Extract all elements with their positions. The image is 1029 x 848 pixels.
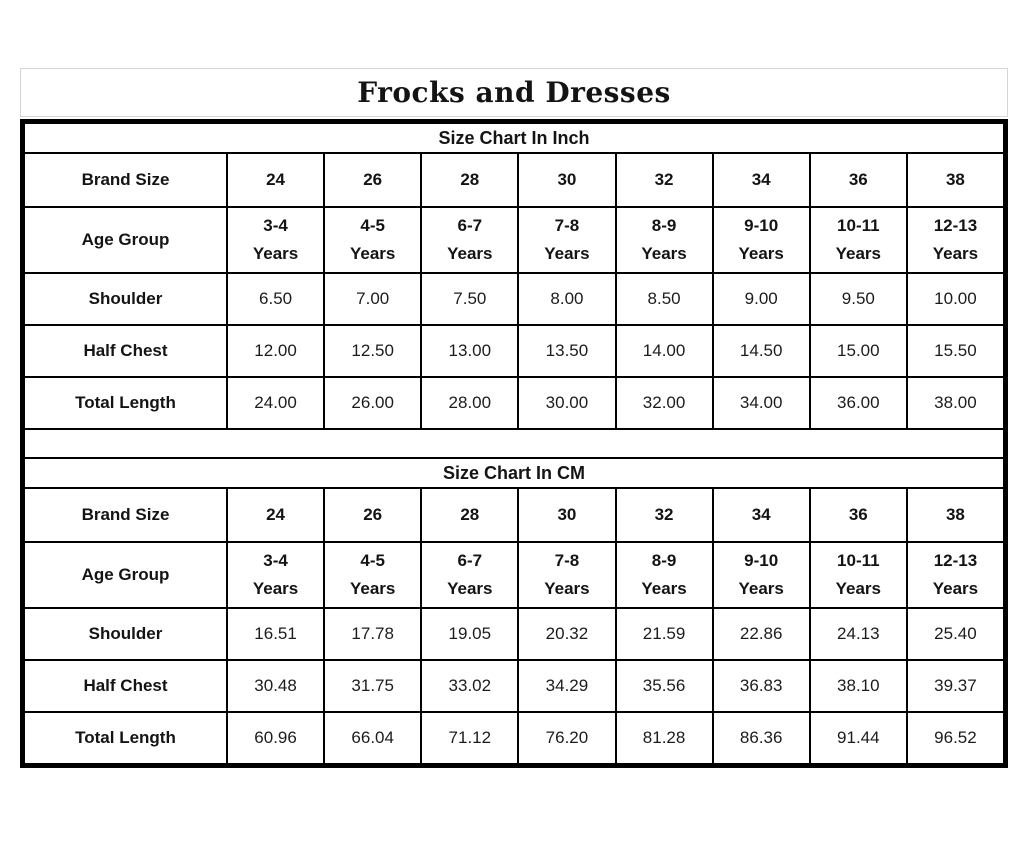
measurement-cell: 38.00 [934, 392, 977, 412]
measurement-cell: 9.50 [811, 274, 908, 324]
age-range: 10-11 [837, 216, 880, 235]
measurement-cell: 38.10 [811, 661, 908, 711]
measurement-cell: 16.51 [228, 609, 325, 659]
brand-size-cell: 38 [945, 504, 965, 524]
age-range: 9-10 [744, 216, 779, 235]
row-label-brand-size: Brand Size [25, 489, 228, 541]
measurement-cell: 91.44 [811, 713, 908, 763]
page-title-box [20, 68, 1008, 117]
age-group-cell [811, 543, 908, 607]
age-unit: Years [252, 244, 299, 263]
age-range: 6-7 [457, 551, 483, 570]
age-range: 9-10 [744, 551, 779, 570]
brand-size-cell: 26 [325, 489, 422, 541]
measurement-cell: 12.00 [228, 326, 325, 376]
brand-size-cell: 28 [422, 489, 519, 541]
measurement-cell: 30.00 [519, 378, 616, 428]
age-range: 3-4 [263, 216, 288, 235]
size-chart-table [20, 119, 1008, 768]
measurement-cell: 24.13 [811, 609, 908, 659]
row-label-half-chest: Half Chest [25, 661, 228, 711]
measurement-cell: 25.40 [934, 623, 977, 643]
section-header-cm-label: Size Chart In CM [442, 462, 585, 483]
brand-size-cell: 24 [228, 154, 325, 206]
age-unit: Years [641, 244, 687, 263]
age-group-row-cm [25, 543, 1003, 609]
brand-size-cell: 38 [945, 169, 965, 189]
age-unit: Years [835, 579, 881, 598]
page-title: Frocks and Dresses [357, 76, 671, 109]
measurement-cell: 13.00 [422, 326, 519, 376]
row-label-total-length: Total Length [25, 713, 228, 763]
age-unit: Years [544, 244, 590, 263]
table-gap-row [25, 430, 1003, 459]
age-group-cell [617, 208, 714, 272]
row-label-total-length: Total Length [25, 378, 228, 428]
age-group-cell [519, 208, 616, 272]
brand-size-cell: 24 [228, 489, 325, 541]
measurement-cell: 36.83 [714, 661, 811, 711]
row-label-age-group: Age Group [25, 208, 228, 272]
section-header-cm [25, 459, 1003, 489]
brand-size-cell: 32 [617, 489, 714, 541]
half-chest-row-cm [25, 661, 1003, 713]
brand-size-cell: 30 [519, 154, 616, 206]
measurement-cell: 81.28 [617, 713, 714, 763]
age-group-cell [325, 543, 422, 607]
measurement-cell: 17.78 [325, 609, 422, 659]
section-header-inch-label: Size Chart In Inch [438, 127, 590, 148]
measurement-cell: 15.50 [934, 340, 977, 360]
measurement-cell: 14.00 [617, 326, 714, 376]
age-range: 12-13 [933, 551, 978, 570]
age-unit: Years [349, 244, 396, 263]
measurement-cell: 34.00 [714, 378, 811, 428]
age-range: 10-11 [837, 551, 880, 570]
measurement-cell: 30.48 [228, 661, 325, 711]
measurement-cell: 13.50 [519, 326, 616, 376]
measurement-cell: 86.36 [714, 713, 811, 763]
row-label-shoulder: Shoulder [25, 274, 228, 324]
row-label-shoulder: Shoulder [25, 609, 228, 659]
measurement-cell: 35.56 [617, 661, 714, 711]
age-range: 8-9 [651, 216, 677, 235]
age-unit: Years [544, 579, 590, 598]
measurement-cell: 39.37 [934, 675, 977, 695]
brand-size-cell: 26 [325, 154, 422, 206]
measurement-cell: 31.75 [325, 661, 422, 711]
age-range: 3-4 [263, 551, 288, 570]
measurement-cell: 66.04 [325, 713, 422, 763]
age-range: 7-8 [554, 551, 580, 570]
age-group-cell [422, 208, 519, 272]
brand-size-cell: 34 [714, 489, 811, 541]
age-unit: Years [932, 579, 979, 598]
measurement-cell: 22.86 [714, 609, 811, 659]
age-group-cell [228, 543, 325, 607]
age-group-cell [325, 208, 422, 272]
measurement-cell: 15.00 [811, 326, 908, 376]
measurement-cell: 21.59 [617, 609, 714, 659]
measurement-cell: 8.50 [617, 274, 714, 324]
measurement-cell: 36.00 [811, 378, 908, 428]
measurement-cell: 10.00 [934, 288, 977, 308]
age-group-cell [811, 208, 908, 272]
age-group-cell [714, 208, 811, 272]
measurement-cell: 32.00 [617, 378, 714, 428]
measurement-cell: 71.12 [422, 713, 519, 763]
brand-size-row-inch [25, 154, 1003, 208]
age-group-cell [908, 543, 1003, 607]
brand-size-cell: 34 [714, 154, 811, 206]
measurement-cell: 7.00 [325, 274, 422, 324]
age-range: 7-8 [554, 216, 580, 235]
measurement-cell: 14.50 [714, 326, 811, 376]
age-group-cell [908, 208, 1003, 272]
measurement-cell: 24.00 [228, 378, 325, 428]
shoulder-row-cm [25, 609, 1003, 661]
age-range: 8-9 [651, 551, 677, 570]
row-label-age-group: Age Group [25, 543, 228, 607]
measurement-cell: 96.52 [934, 727, 977, 747]
age-unit: Years [641, 579, 687, 598]
age-group-cell [519, 543, 616, 607]
measurement-cell: 9.00 [714, 274, 811, 324]
measurement-cell: 76.20 [519, 713, 616, 763]
age-group-cell [617, 543, 714, 607]
brand-size-cell: 32 [617, 154, 714, 206]
half-chest-row-inch [25, 326, 1003, 378]
brand-size-row-cm [25, 489, 1003, 543]
brand-size-cell: 28 [422, 154, 519, 206]
shoulder-row-inch [25, 274, 1003, 326]
brand-size-cell: 36 [811, 489, 908, 541]
age-group-cell [228, 208, 325, 272]
age-unit: Years [738, 579, 784, 598]
row-label-half-chest: Half Chest [25, 326, 228, 376]
measurement-cell: 6.50 [228, 274, 325, 324]
age-unit: Years [447, 244, 493, 263]
age-group-row-inch [25, 208, 1003, 274]
age-range: 12-13 [933, 216, 978, 235]
age-group-cell [714, 543, 811, 607]
age-range: 4-5 [360, 216, 385, 235]
measurement-cell: 20.32 [519, 609, 616, 659]
age-unit: Years [835, 244, 881, 263]
age-unit: Years [447, 579, 493, 598]
measurement-cell: 60.96 [228, 713, 325, 763]
measurement-cell: 8.00 [519, 274, 616, 324]
measurement-cell: 7.50 [422, 274, 519, 324]
age-range: 6-7 [457, 216, 483, 235]
section-header-inch [25, 124, 1003, 154]
measurement-cell: 33.02 [422, 661, 519, 711]
age-unit: Years [738, 244, 784, 263]
brand-size-cell: 30 [519, 489, 616, 541]
row-label-brand-size: Brand Size [25, 154, 228, 206]
size-chart-sheet [20, 68, 1008, 768]
measurement-cell: 19.05 [422, 609, 519, 659]
brand-size-cell: 36 [811, 154, 908, 206]
age-range: 4-5 [360, 551, 385, 570]
measurement-cell: 34.29 [519, 661, 616, 711]
age-unit: Years [349, 579, 396, 598]
measurement-cell: 12.50 [325, 326, 422, 376]
total-length-row-cm [25, 713, 1003, 763]
age-group-cell [422, 543, 519, 607]
age-unit: Years [932, 244, 979, 263]
age-unit: Years [252, 579, 299, 598]
measurement-cell: 28.00 [422, 378, 519, 428]
measurement-cell: 26.00 [325, 378, 422, 428]
total-length-row-inch [25, 378, 1003, 430]
